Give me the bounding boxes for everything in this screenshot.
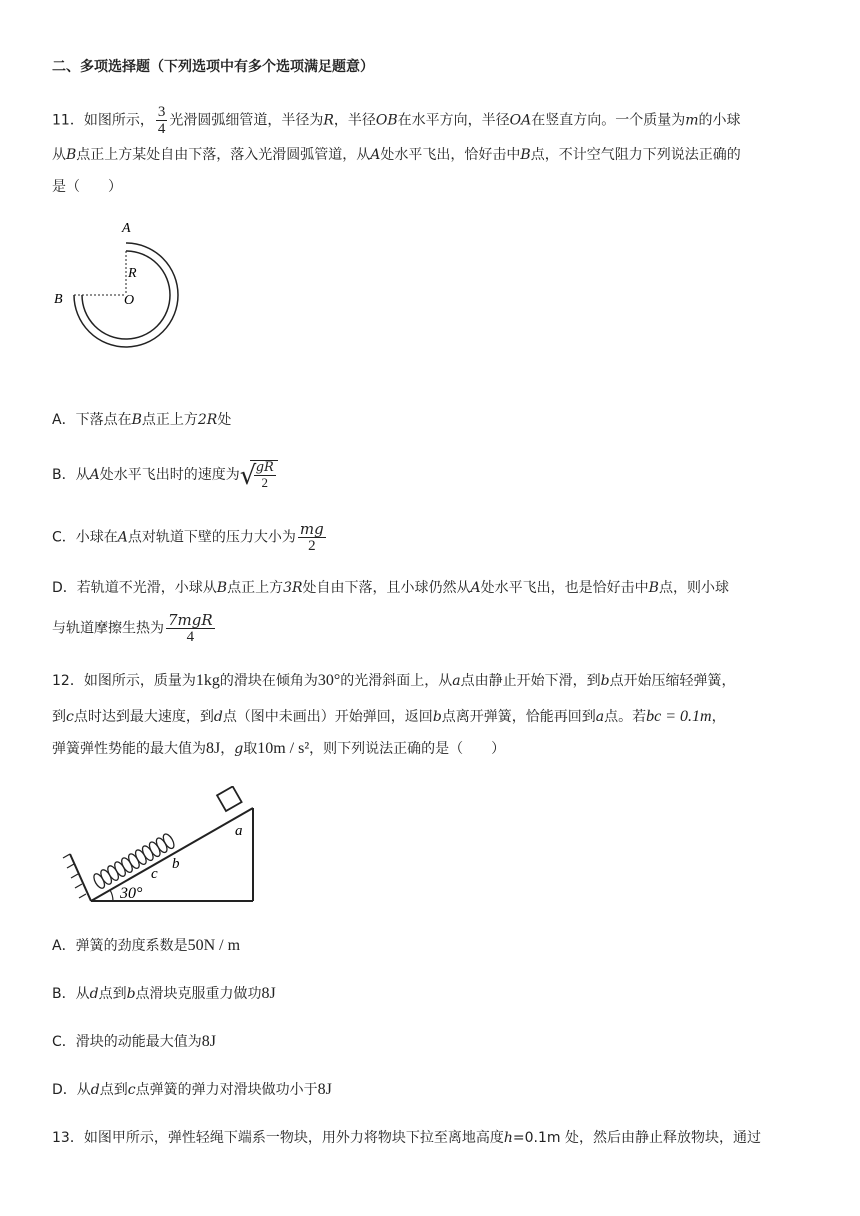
incline — [91, 808, 253, 901]
q12-option-B[interactable]: B．从d点到b点滑块克服重力做功8J — [52, 985, 276, 1002]
label-b: b — [172, 856, 180, 872]
label-a: a — [235, 823, 243, 839]
section-header: 二、多项选择题（下列选项中有多个选项满足题意） — [52, 59, 374, 75]
label-30deg: 30° — [120, 885, 143, 902]
q11-option-D-line2[interactable]: 与轨道摩擦生热为 $\frac{\text{7mgR}}{4}$ — [52, 611, 213, 645]
label-R: R — [128, 266, 137, 281]
q11-option-B[interactable]: B．从A处水平飞出时的速度为 √ $\frac{gR}{2}$ — [52, 460, 278, 490]
label-B: B — [54, 292, 63, 307]
q12-stem-line1: 12．如图所示，质量为1kg的滑块在倾角为30°的光滑斜面上，从a点由静止开始下滑，到b点开始压缩轻弹簧， — [52, 672, 736, 689]
q12-option-C[interactable]: C．滑块的动能最大值为8J — [52, 1033, 217, 1050]
q11-stem-line1: 11．如图所示， $\frac{3}{4}$ 光滑圆弧细管道，半径为R，半径OB在水平方向，半径OA在竖直方向。一个质量为m的小球 — [52, 104, 741, 137]
q12-option-D[interactable]: D．从d点到c点弹簧的弹力对滑块做功小于8J — [52, 1081, 332, 1098]
q13-stem-line1: 13．如图甲所示，弹性轻绳下端系一物块，用外力将物块下拉至离地高度h=0.1m 处，然后由静止释放物块，通过 — [52, 1130, 761, 1146]
fraction-three-quarters: $\frac{3}{4}$ — [157, 104, 166, 137]
q11-option-C[interactable]: C．小球在A点对轨道下壁的压力大小为 $\frac{mg}{2}$ — [52, 520, 324, 554]
spring — [92, 832, 176, 890]
q11-option-A[interactable]: A．下落点在B点正上方2R处 — [52, 412, 232, 428]
sqrt-expression: √ $\frac{gR}{2}$ — [240, 460, 278, 490]
q11-option-D-line1[interactable]: D．若轨道不光滑，小球从B点正上方3R处自由下落，且小球仍然从A处水平飞出，也是恰好击中B点，则小球 — [52, 580, 729, 596]
q12-stem-line2: 到c点时达到最大速度，到d点（图中未画出）开始弹回，返回b点离开弹簧，恰能再回到a点。若bc = 0.1m， — [52, 708, 726, 725]
angle-arc — [110, 890, 113, 901]
block — [217, 786, 242, 811]
label-A: A — [122, 221, 131, 236]
q11-stem-line2: 从B点正上方某处自由下落，落入光滑圆弧管道，从A处水平飞出，恰好击中B点，不计空气阻力下列说法正确的 — [52, 147, 741, 163]
q12-option-A[interactable]: A．弹簧的劲度系数是50N / m — [52, 937, 241, 954]
label-O: O — [124, 293, 135, 308]
q12-incline-figure — [58, 786, 268, 906]
q11-arc-figure — [48, 215, 188, 355]
wall — [70, 854, 91, 901]
label-c: c — [151, 866, 158, 882]
q11-stem-line3: 是（ ） — [52, 179, 122, 195]
q12-stem-line3: 弹簧弹性势能的最大值为8J，g取10m / s²，则下列说法正确的是（ ） — [52, 740, 506, 757]
